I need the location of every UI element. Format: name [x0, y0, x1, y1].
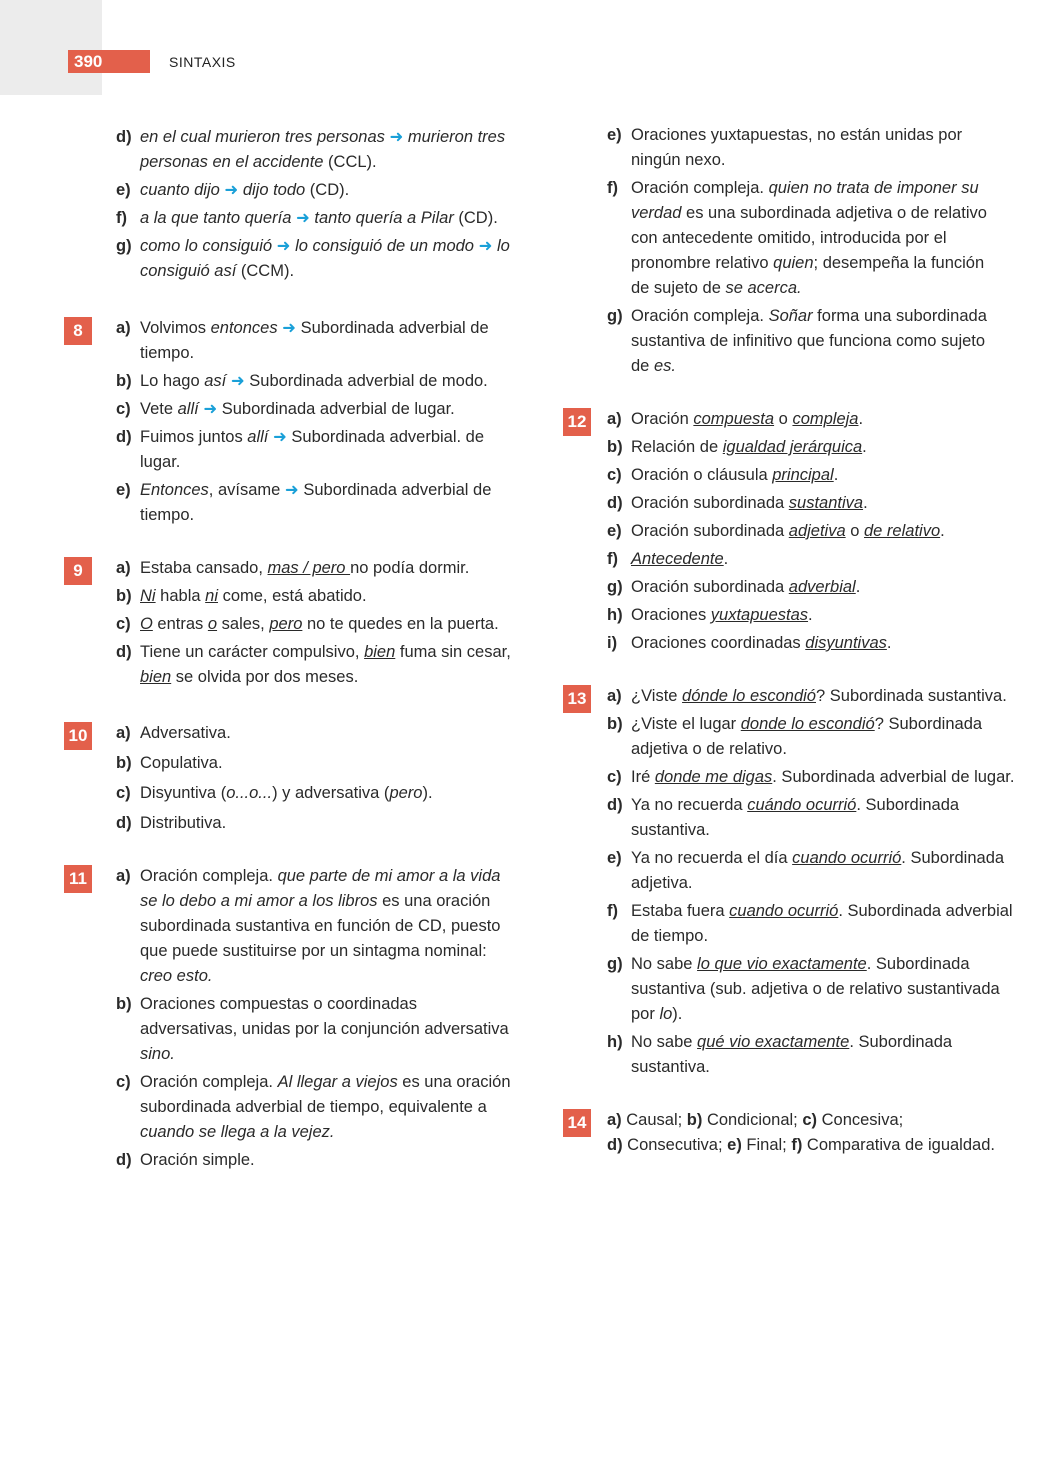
- arrow-right-icon: ➜: [272, 428, 287, 446]
- answer-item: h) Oraciones yuxtapuestas.: [607, 606, 813, 624]
- answer-item: g) como lo consiguió ➜ lo consiguió de un modo ➜ lo consiguió así (CCM).: [116, 237, 510, 280]
- arrow-right-icon: ➜: [295, 209, 310, 227]
- answer-item: e) Oración subordinada adjetiva o de relativo.: [607, 522, 945, 540]
- answer-item: f) Antecedente.: [607, 550, 729, 568]
- answer-line: d) Consecutiva; e) Final; f) Comparativa de igualdad.: [607, 1136, 995, 1154]
- answer-item: e) cuanto dijo ➜ dijo todo (CD).: [116, 181, 350, 199]
- arrow-right-icon: ➜: [284, 481, 299, 499]
- answer-item: b) Relación de igualdad jerárquica.: [607, 438, 867, 456]
- answer-item: a) Oración compleja. que parte de mi amor a la vida se lo debo a mi amor a los libros es una oración subordinada sustantiva en función de CD, puesto que puede sustituirse por un sintagma nominal: creo esto.: [116, 867, 501, 985]
- answer-item: b) Oraciones compuestas o coordinadas adversativas, unidas por la conjunción adversativa sino.: [116, 995, 509, 1063]
- answer-item: d) Oración simple.: [116, 1151, 255, 1169]
- answer-item: d) Tiene un carácter compulsivo, bien fuma sin cesar, bien se olvida por dos meses.: [116, 643, 511, 686]
- arrow-right-icon: ➜: [224, 181, 239, 199]
- answer-item: c) Oración o cláusula principal.: [607, 466, 839, 484]
- exercise-number-badge: 11: [64, 865, 92, 893]
- answer-item: c) Disyuntiva (o...o...) y adversativa (pero).: [116, 784, 433, 802]
- exercise-11: [69, 864, 516, 1176]
- exercise-number-badge: 13: [563, 685, 591, 713]
- exercise-10: [68, 721, 516, 839]
- arrow-right-icon: ➜: [203, 400, 218, 418]
- answer-item: a) Volvimos entonces ➜ Subordinada adverbial de tiempo.: [116, 319, 489, 362]
- exercise-9: [73, 556, 516, 693]
- exercise-number-badge: 12: [563, 408, 591, 436]
- answer-item: d) en el cual murieron tres personas ➜ murieron tres personas en el accidente (CCL).: [116, 128, 506, 171]
- answer-item: d) Distributiva.: [116, 814, 227, 832]
- answer-item: g) No sabe lo que vio exactamente. Subordinada sustantiva (sub. adjetiva o de relativo sustantivada por lo).: [607, 955, 1000, 1023]
- answer-item: i) Oraciones coordinadas disyuntivas.: [607, 634, 892, 652]
- answer-item: e) Entonces, avísame ➜ Subordinada adverbial de tiempo.: [116, 481, 492, 524]
- answer-item: a) ¿Viste dónde lo escondió? Subordinada sustantiva.: [607, 687, 1007, 705]
- answer-item: d) Ya no recuerda cuándo ocurrió. Subordinada sustantiva.: [607, 796, 960, 839]
- answer-item: d) Fuimos juntos allí ➜ Subordinada adverbial. de lugar.: [116, 428, 485, 471]
- answer-item: c) Oración compleja. Al llegar a viejos es una oración subordinada adverbial de tiempo, equivalente a cuando se llega a la vejez.: [116, 1073, 511, 1141]
- section-title: SINTAXIS: [169, 54, 236, 70]
- exercise-11-continued: [607, 123, 1002, 382]
- answer-item: d) Oración subordinada sustantiva.: [607, 494, 868, 512]
- arrow-right-icon: ➜: [230, 372, 245, 390]
- exercise-14: [567, 1108, 1017, 1158]
- arrow-right-icon: ➜: [478, 237, 493, 255]
- answer-item: f) Oración compleja. quien no trata de imponer su verdad es una subordinada adjetiva o de relativo con antecedente omitido, introducida por el pronombre relativo quien; desempeña la función de sujeto de se acerca.: [607, 179, 987, 297]
- answer-line: a) Causal; b) Condicional; c) Concesiva;: [607, 1111, 904, 1129]
- exercise-number-badge: 10: [64, 722, 92, 750]
- arrow-right-icon: ➜: [389, 128, 404, 146]
- answer-item: f) a la que tanto quería ➜ tanto quería a Pilar (CD).: [116, 209, 498, 227]
- exercise-13: [567, 684, 1017, 1083]
- answer-item: a) Adversativa.: [116, 724, 231, 742]
- answer-item: a) Oración compuesta o compleja.: [607, 410, 864, 428]
- continuation-block: [116, 125, 516, 287]
- answer-item: b) Copulativa.: [116, 754, 223, 772]
- exercise-number-badge: 14: [563, 1109, 591, 1137]
- answer-item: e) Ya no recuerda el día cuando ocurrió. Subordinada adjetiva.: [607, 849, 1005, 892]
- answer-item: g) Oración compleja. Soñar forma una subordinada sustantiva de infinitivo que funciona como sujeto de es.: [607, 307, 987, 375]
- answer-item: b) Lo hago así ➜ Subordinada adverbial de modo.: [116, 372, 488, 390]
- exercise-12: [567, 407, 1002, 659]
- arrow-right-icon: ➜: [282, 319, 296, 337]
- exercise-number-badge: 9: [64, 557, 92, 585]
- answer-item: c) Vete allí ➜ Subordinada adverbial de lugar.: [116, 400, 455, 418]
- answer-item: e) Oraciones yuxtapuestas, no están unidas por ningún nexo.: [607, 126, 963, 169]
- page-number: 390: [68, 50, 150, 73]
- answer-item: c) Iré donde me digas. Subordinada adverbial de lugar.: [607, 768, 1015, 786]
- page-corner-shade: [0, 0, 102, 95]
- answer-item: g) Oración subordinada adverbial.: [607, 578, 861, 596]
- arrow-right-icon: ➜: [276, 237, 291, 255]
- exercise-number-badge: 8: [64, 317, 92, 345]
- answer-item: b) Ni habla ni come, está abatido.: [116, 587, 367, 605]
- answer-item: h) No sabe qué vio exactamente. Subordinada sustantiva.: [607, 1033, 953, 1076]
- answer-item: c) O entras o sales, pero no te quedes en la puerta.: [116, 615, 499, 633]
- exercise-8: [73, 316, 496, 531]
- answer-item: b) ¿Viste el lugar donde lo escondió? Subordinada adjetiva o de relativo.: [607, 715, 983, 758]
- answer-item: f) Estaba fuera cuando ocurrió. Subordinada adverbial de tiempo.: [607, 902, 1013, 945]
- answer-item: a) Estaba cansado, mas / pero no podía dormir.: [116, 559, 470, 577]
